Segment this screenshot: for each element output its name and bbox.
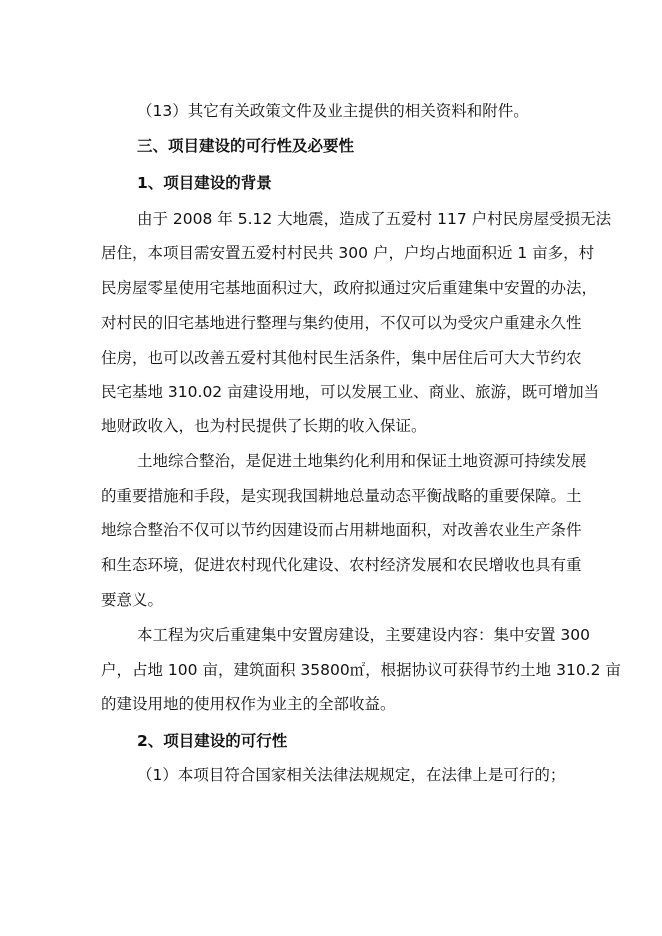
paragraph-line: 住房，也可以改善五爱村其他村民生活条件，集中居住后可大大节约农 bbox=[101, 349, 582, 367]
paragraph-line: 户，占地 100 亩，建筑面积 35800㎡，根据协议可获得节约土地 310.2 亩 bbox=[101, 661, 621, 679]
paragraph-line: 和生态环境，促进农村现代化建设、农村经济发展和农民增收也具有重 bbox=[101, 556, 582, 574]
section-heading: 三、项目建设的可行性及必要性 bbox=[137, 137, 355, 155]
paragraph-line: 本工程为灾后重建集中安置房建设，主要建设内容：集中安置 300 bbox=[137, 626, 591, 644]
paragraph-line: 地财政收入，也为村民提供了长期的收入保证。 bbox=[101, 417, 427, 435]
paragraph-line: 民房屋零星使用宅基地面积过大，政府拟通过灾后重建集中安置的办法， bbox=[101, 279, 598, 297]
paragraph-line: 地综合整治不仅可以节约因建设而占用耕地面积，对改善农业生产条件 bbox=[101, 521, 582, 539]
paragraph-line: 民宅基地 310.02 亩建设用地，可以发展工业、商业、旅游，既可增加当 bbox=[101, 383, 600, 401]
paragraph-line: 的建设用地的使用权作为业主的全部收益。 bbox=[101, 695, 396, 713]
list-item-1: （1）本项目符合国家相关法律法规规定，在法律上是可行的； bbox=[137, 766, 566, 784]
paragraph-line: 要意义。 bbox=[101, 591, 164, 609]
paragraph-line: 由于 2008 年 5.12 大地震，造成了五爱村 117 户村民房屋受损无法 bbox=[137, 210, 612, 228]
paragraph-line: 对村民的旧宅基地进行整理与集约使用，不仅可以为受灾户重建永久性 bbox=[101, 314, 582, 332]
paragraph-line: 土地综合整治，是促进土地集约化利用和保证土地资源可持续发展 bbox=[137, 452, 587, 470]
paragraph-line: 居住，本项目需安置五爱村村民共 300 户，户均占地面积近 1 亩多，村 bbox=[101, 244, 595, 262]
paragraph-line: 的重要措施和手段，是实现我国耕地总量动态平衡战略的重要保障。土 bbox=[101, 487, 582, 505]
subsection-heading-background: 1、项目建设的背景 bbox=[137, 174, 272, 192]
list-item-13: （13）其它有关政策文件及业主提供的相关资料和附件。 bbox=[137, 102, 529, 120]
subsection-heading-feasibility: 2、项目建设的可行性 bbox=[137, 732, 288, 750]
